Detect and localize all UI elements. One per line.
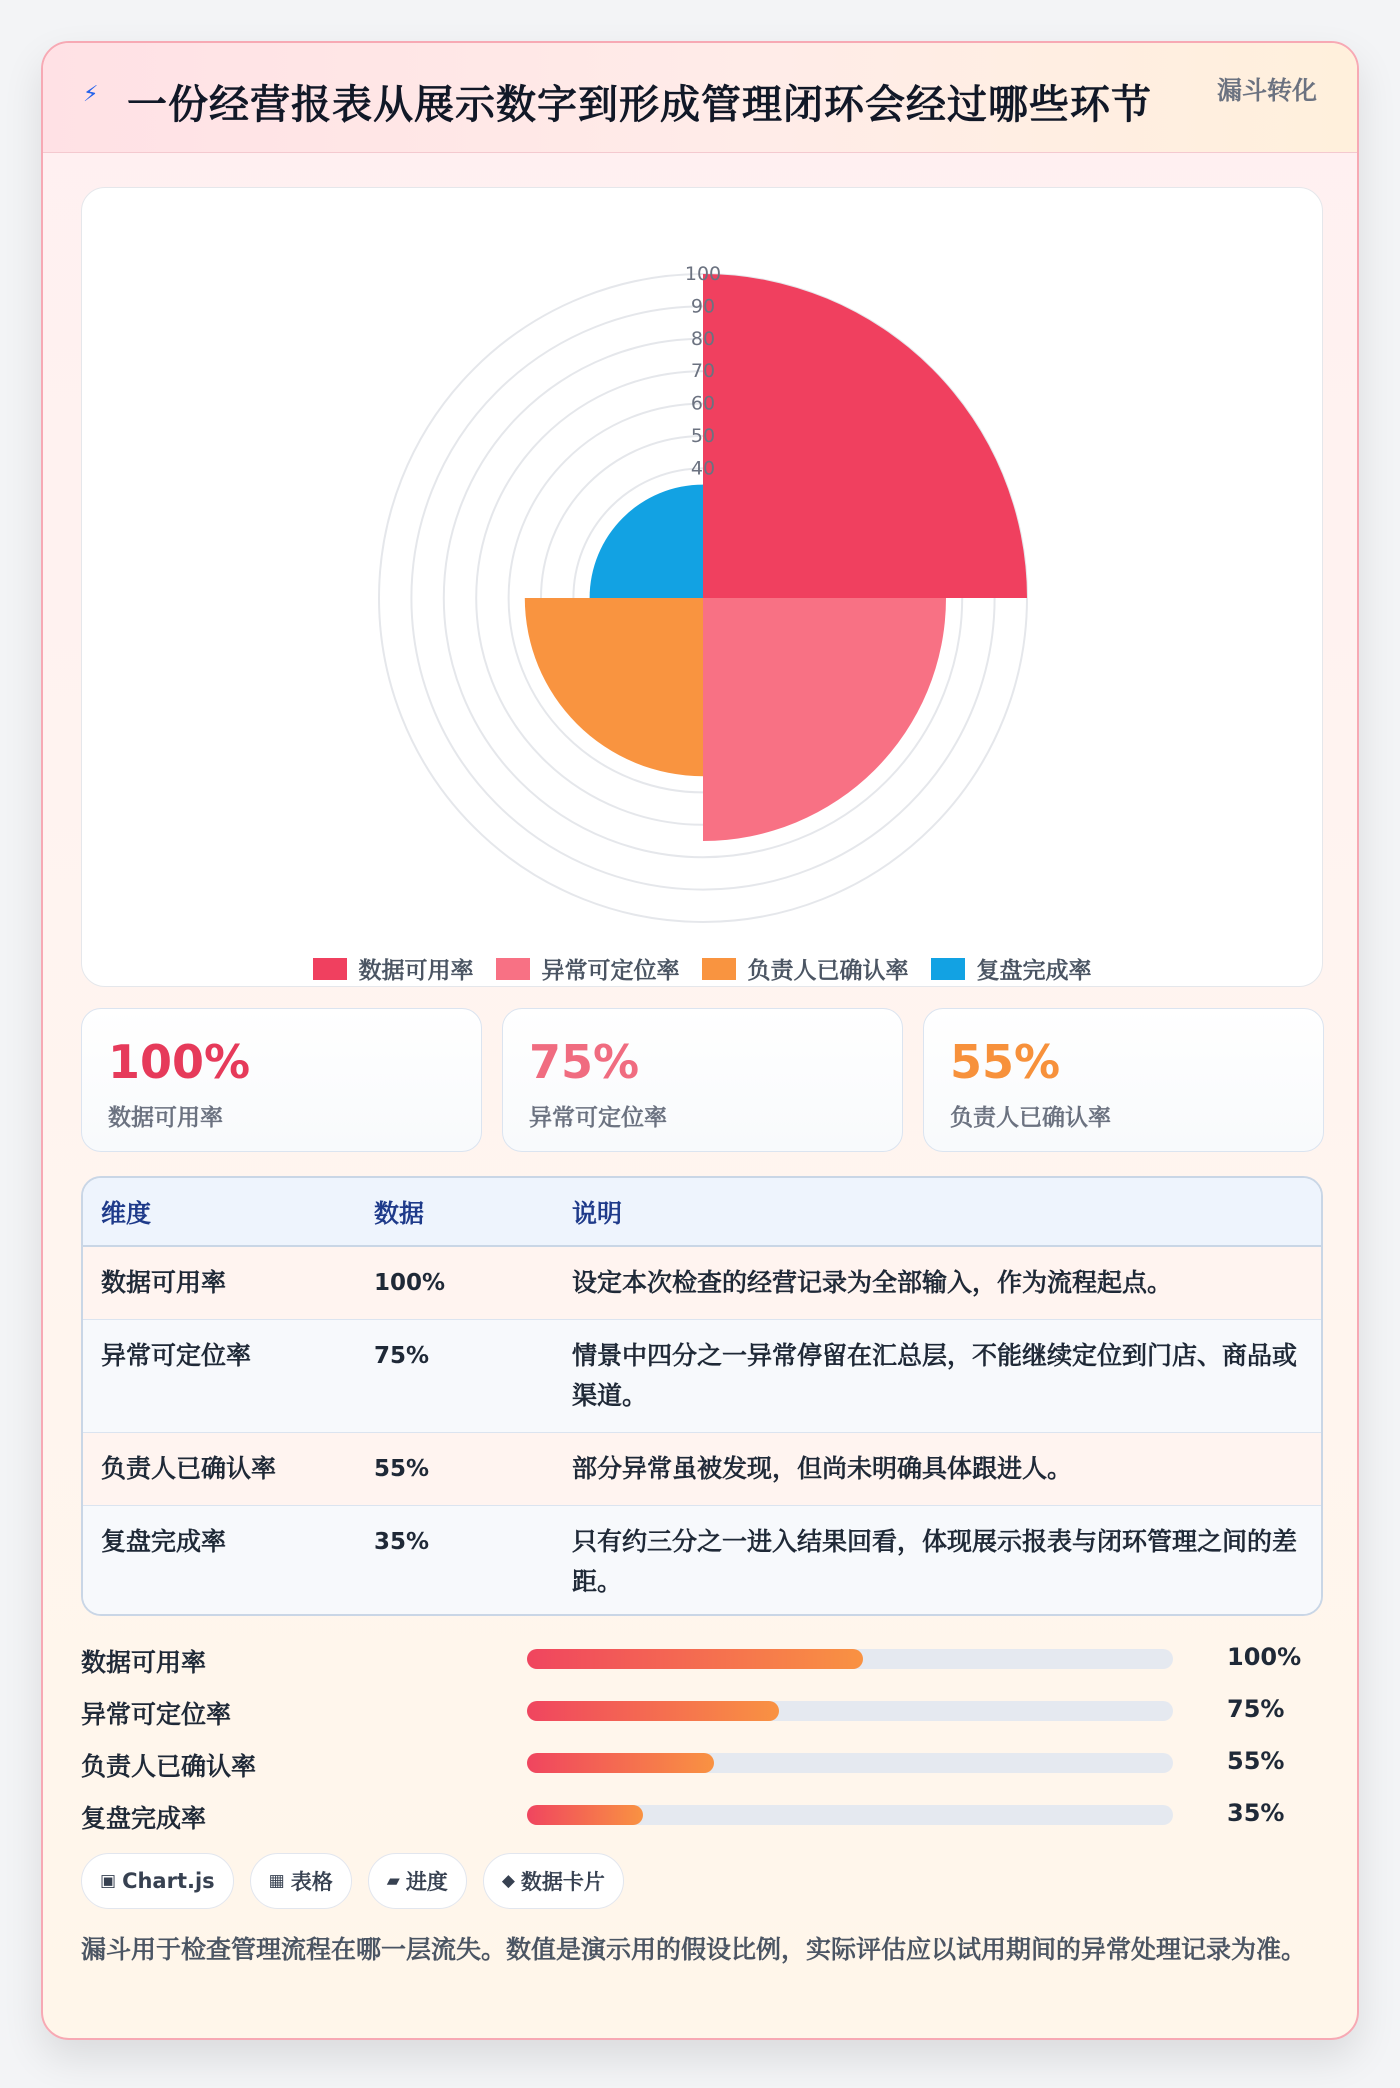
radial-tick-label: 40 [690,457,716,480]
table-header: 维度 [83,1178,356,1246]
table-cell: 负责人已确认率 [83,1433,356,1506]
progress-row [81,1797,1323,1849]
chart-icon: ▣ [100,1871,117,1891]
chart-type-tag: 漏斗转化 [1216,76,1317,105]
data-table [81,1176,1323,1616]
radial-tick-label: 80 [690,327,716,350]
progress-label: 复盘完成率 [81,1804,207,1833]
chart-legend [82,952,1322,985]
table-cell: 55% [356,1433,554,1506]
table-row [83,1246,1321,1320]
table-icon: ▦ [268,1871,285,1891]
legend-swatch [931,958,965,980]
chip-chartjs[interactable] [81,1853,234,1909]
radial-tick-label: 100 [684,263,722,285]
polar-area-chart [82,188,1324,948]
stat-card [81,1008,482,1152]
progress-track [527,1805,1173,1825]
progress-value: 100% [1227,1643,1302,1671]
chip-label: Chart.js [122,1869,215,1893]
page-title: 一份经营报表从展示数字到形成管理闭环会经过哪些环节 [127,82,1152,128]
radial-tick-label: 90 [690,295,716,318]
progress-row [81,1641,1323,1693]
table-cell: 异常可定位率 [83,1320,356,1433]
table-row [83,1506,1321,1617]
table-header: 数据 [356,1178,554,1246]
progress-value: 55% [1227,1747,1285,1775]
table-cell: 数据可用率 [83,1246,356,1320]
stat-label: 异常可定位率 [529,1105,667,1131]
table-cell: 设定本次检查的经营记录为全部输入，作为流程起点。 [554,1246,1321,1320]
polar-slice[interactable] [525,598,703,776]
progress-value: 75% [1227,1695,1285,1723]
progress-label: 负责人已确认率 [81,1752,257,1781]
table-cell: 100% [356,1246,554,1320]
legend-swatch [702,958,736,980]
stat-value: 75% [529,1035,640,1089]
progress-label: 数据可用率 [81,1648,207,1677]
table-cell: 只有约三分之一进入结果回看，体现展示报表与闭环管理之间的差距。 [554,1506,1321,1617]
chip-progress[interactable] [368,1853,467,1909]
chart-panel [81,187,1323,987]
chip-label: 数据卡片 [520,1870,605,1894]
progress-row [81,1745,1323,1797]
legend-item[interactable] [702,952,909,985]
stat-value: 55% [950,1035,1061,1089]
polar-slice[interactable] [590,485,703,598]
chip-label: 进度 [405,1870,448,1894]
stat-card [923,1008,1324,1152]
table-cell: 情景中四分之一异常停留在汇总层，不能继续定位到门店、商品或渠道。 [554,1320,1321,1433]
legend-item[interactable] [496,952,680,985]
feature-chips [81,1853,624,1909]
progress-value: 35% [1227,1799,1285,1827]
legend-swatch [313,958,347,980]
progress-fill [527,1649,863,1669]
legend-label: 复盘完成率 [976,958,1092,984]
radial-tick-label: 70 [690,360,716,383]
progress-track [527,1753,1173,1773]
progress-row [81,1693,1323,1745]
progress-icon: ▰ [386,1871,400,1891]
progress-fill [527,1805,643,1825]
progress-fill [527,1701,779,1721]
stat-cards [81,1008,1323,1152]
legend-item[interactable] [931,952,1092,985]
progress-track [527,1701,1173,1721]
stat-label: 负责人已确认率 [950,1105,1111,1131]
stat-label: 数据可用率 [108,1105,223,1131]
radial-tick-label: 60 [690,392,716,415]
progress-track [527,1649,1173,1669]
footnote: 漏斗用于检查管理流程在哪一层流失。数值是演示用的假设比例，实际评估应以试用期间的异常处理记录为准。 [81,1935,1307,1964]
stat-card [502,1008,903,1152]
legend-swatch [496,958,530,980]
chip-label: 表格 [290,1870,333,1894]
legend-label: 异常可定位率 [541,958,680,984]
chip-table[interactable] [250,1853,352,1909]
progress-bars [81,1641,1323,1849]
card-icon: ◆ [501,1871,515,1891]
radial-tick-label: 50 [690,425,716,447]
progress-fill [527,1753,714,1773]
polar-slice[interactable] [703,274,1027,598]
table-row [83,1320,1321,1433]
table-cell: 复盘完成率 [83,1506,356,1617]
progress-label: 异常可定位率 [81,1700,232,1729]
table-cell: 35% [356,1506,554,1617]
lightning-icon: ⚡︎ [83,82,99,107]
legend-item[interactable] [313,952,474,985]
report-card [41,41,1359,2040]
table-row [83,1433,1321,1506]
legend-label: 负责人已确认率 [747,958,909,984]
table-cell: 部分异常虽被发现，但尚未明确具体跟进人。 [554,1433,1321,1506]
chip-data-card[interactable] [483,1853,624,1909]
table-cell: 75% [356,1320,554,1433]
card-header [43,43,1357,153]
stat-value: 100% [108,1035,251,1089]
legend-label: 数据可用率 [358,958,474,984]
table-header: 说明 [554,1178,1321,1246]
